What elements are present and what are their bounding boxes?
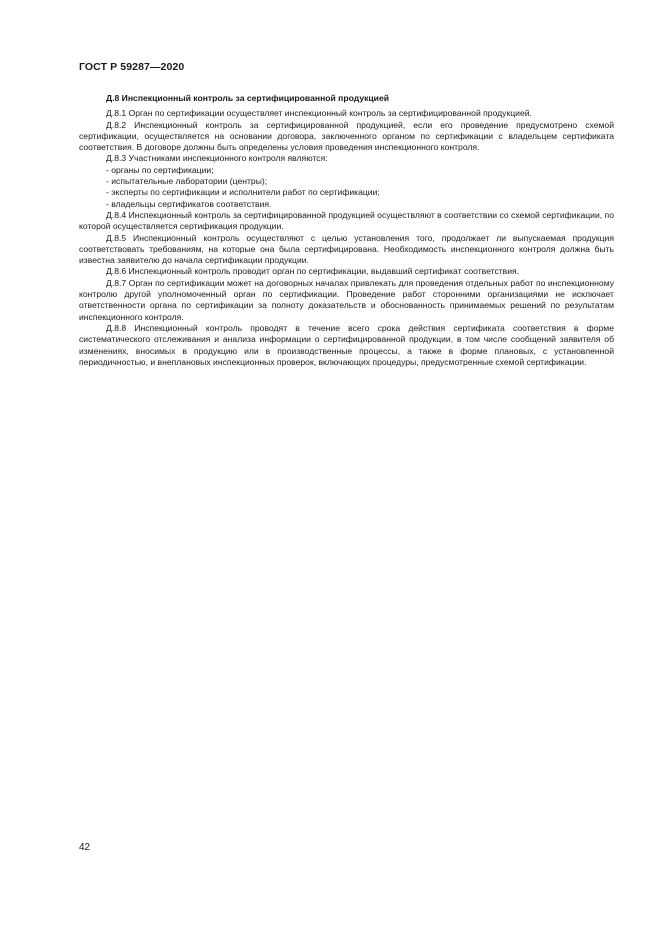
list-item: - владельцы сертификатов соответствия. — [106, 198, 272, 209]
paragraph-d8-7: Д.8.7 Орган по сертификации может на договорных началах привлекать для проведения отдельных работ по инспекционному контролю другой уполномоченный орган по сертификации. Проведение работ сторонними организациями не исключает ответственности органа по сертификации за полноту доказательств и обоснованность принимаемых решений по результатам инспекционного контроля. — [79, 277, 614, 322]
section-title: Д.8 Инспекционный контроль за сертифицированной продукцией — [106, 93, 390, 103]
paragraph-d8-5: Д.8.5 Инспекционный контроль осуществляют с целью установления того, продолжает ли выпускаемая продукция соответствовать требованиям, на которые она была сертифицирована. Необходимость инспекционного контроля должна быть известна заявителю до начала сертификации продукции. — [79, 232, 614, 266]
list-item: - органы по сертификации; — [106, 164, 214, 175]
paragraph-d8-1: Д.8.1 Орган по сертификации осуществляет инспекционный контроль за сертифицированной продукцией. — [106, 108, 532, 119]
paragraph-d8-3: Д.8.3 Участниками инспекционного контроля являются: — [106, 153, 328, 164]
paragraph-d8-4: Д.8.4 Инспекционный контроль за сертифицированной продукцией осуществляют в соответствии со схемой сертификации, по которой осуществляется сертификация продукции. — [79, 209, 614, 232]
list-item: - эксперты по сертификации и исполнители работ по сертификации; — [106, 187, 380, 198]
section-content — [79, 93, 614, 368]
participants-list — [79, 165, 614, 210]
list-item: - испытательные лаборатории (центры); — [106, 176, 268, 187]
paragraph-d8-8: Д.8.8 Инспекционный контроль проводят в течение всего срока действия сертификата соответствия в форме систематического отслеживания и анализа информации о сертифицированной продукции, в том числе сообщений заявителя об изменениях, вносимых в продукцию или в производственные процессы, а также в форме плановых, с установленной периодичностью, и внеплановых инспекционных проверок, включающих процедуры, предусмотренные схемой сертификации. — [79, 322, 614, 367]
page-number: 42 — [79, 842, 91, 853]
paragraph-d8-2: Д.8.2 Инспекционный контроль за сертифицированной продукцией, если его проведение предусмотрено схемой сертификации, осуществляется на основании договора, заключенного органом по сертификации с владельцем сертификата соответствия. В договоре должны быть определены условия проведения инспекционного контроля. — [79, 119, 614, 153]
document-header: ГОСТ Р 59287—2020 — [79, 61, 185, 73]
paragraph-d8-6: Д.8.6 Инспекционный контроль проводит орган по сертификации, выдавший сертификат соответствия. — [106, 266, 520, 277]
